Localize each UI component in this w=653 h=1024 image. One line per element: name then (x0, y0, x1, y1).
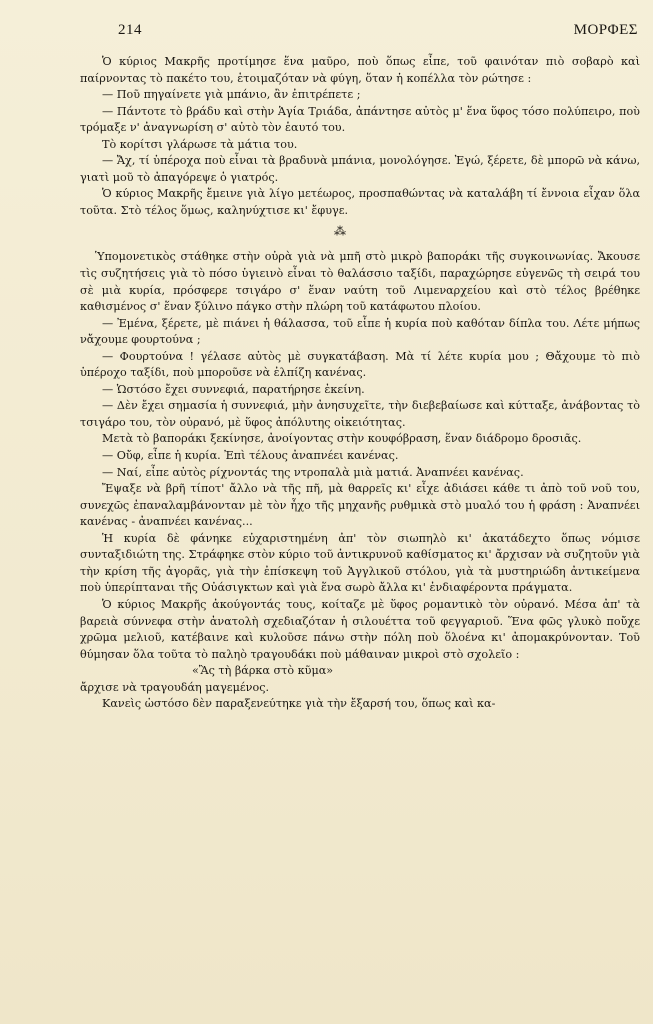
dialogue-line: — Ἐμένα, ξέρετε, μὲ πιάνει ἡ θάλασσα, τοῦ εἶπε ἡ κυρία ποὺ καθόταν δίπλα του. Λέτε μήπως νἄχουμε φουρτούνα ; (80, 316, 640, 347)
page-header (118, 22, 638, 42)
paragraph: Ἔψαξε νὰ βρῆ τίποτ' ἄλλο νὰ τῆς πῆ, μὰ θαρρεῖς κι' εἶχε ἀδιάσει κάθε τι ἀπὸ τοῦ νοῦ του, συνεχῶς ἐπαναλαμβάνονταν μὲ τὸν ἦχο τῆς μηχανῆς ρυθμικὰ στὸ μυαλό του ἡ φράση : Ἀναπνέει κανένας - ἀναπνέει κανένας... (80, 482, 640, 529)
blank-page-area (0, 880, 653, 1024)
quoted-verse: «Ἂς τὴ βάρκα στὸ κῦμα» (192, 664, 334, 678)
dialogue-line: — Φουρτούνα ! γέλασε αὐτὸς μὲ συγκατάβαση. Μὰ τί λέτε κυρία μου ; Θἄχουμε τὸ πιὸ ὑπέροχο ταξίδι, ποὺ μποροῦσε νὰ ἐλπίζη κανένας. (80, 349, 640, 380)
paragraph: Ὑπομονετικὸς στάθηκε στὴν οὐρὰ γιὰ νὰ μπῆ στὸ μικρὸ βαποράκι τῆς συγκοινωνίας. Ἄκουσε τὶς συζητήσεις γιὰ τὸ πόσο ὑγιεινὸ εἶναι τὸ θαλάσσιο ταξίδι, παραχώρησε εὐγενῶς τὴ σειρά του σὲ μιὰ κυρία, πρόσφερε τσιγάρο σ' ἕναν ναύτη τοῦ Λιμεναρχείου καὶ στὸ τέλος βρέθηκε καθισμένος σ' ἕναν ξύλινο πάγκο στὴν πλώρη τοῦ κατάφωτου πλοίου. (80, 250, 640, 314)
section-divider-ornament: ⁂ (334, 224, 346, 239)
page-number: 214 (118, 22, 142, 38)
paragraph: ἄρχισε νὰ τραγουδάη μαγεμένος. (80, 680, 270, 694)
dialogue-line: — Ἄχ, τί ὑπέροχα ποὺ εἶναι τὰ βραδυνὰ μπάνια, μονολόγησε. Ἐγώ, ξέρετε, δὲ μπορῶ νὰ κάνω, γιατὶ μοῦ τὸ ἀπαγόρεψε ὁ γιατρός. (80, 154, 640, 184)
dialogue-line: — Ποῦ πηγαίνετε γιὰ μπάνιο, ἂν ἐπιτρέπετε ; (102, 88, 361, 102)
paragraph: Ὁ κύριος Μακρῆς ἔμεινε γιὰ λίγο μετέωρος, προσπαθώντας νὰ καταλάβη τί ἔννοια εἶχαν ὅλα τοῦτα. Στὸ τέλος ὅμως, καληνύχτισε κι' ἔφυγε. (80, 187, 640, 217)
dialogue-line: — Ὡστόσο ἔχει συννεφιά, παρατήρησε ἐκείνη. (102, 382, 365, 396)
dialogue-line: — Πάντοτε τὸ βράδυ καὶ στὴν Ἁγία Τριάδα, ἀπάντησε αὐτὸς μ' ἕνα ὕφος τόσο πολύπειρο, ποὺ τρόμαξε ν' ἀναγνωρίση σ' αὐτὸ τὸν ἑαυτό του. (80, 104, 640, 135)
dialogue-line: — Δὲν ἔχει σημασία ἡ συννεφιά, μὴν ἀνησυχεῖτε, τὴν διεβεβαίωσε καὶ κύτταξε, ἀνάβοντας τὸ τσιγάρο του, τὸν οὐρανό, μὲ ὕφος ἀπόλυτης οἰκειότητας. (80, 399, 640, 429)
body-text (80, 54, 640, 713)
paragraph: Ὁ κύριος Μακρῆς προτίμησε ἕνα μαῦρο, ποὺ ὅπως εἶπε, τοῦ φαινόταν πιὸ σοβαρὸ καὶ παίρνοντας τὸ πακέτο του, ἑτοιμαζόταν νὰ φύγη, ὅταν ἡ κοπέλλα τὸν ρώτησε : (80, 55, 640, 85)
running-head-title: ΜΟΡΦΕΣ (573, 22, 638, 38)
paragraph: Ὁ κύριος Μακρῆς ἀκούγοντάς τους, κοίταζε μὲ ὕφος ρομαντικὸ τὸν οὐρανό. Μέσα ἀπ' τὰ βαρειὰ σύννεφα στὴν ἀνατολὴ σχεδιαζόταν ἡ σιλουέττα τοῦ φεγγαριοῦ. Ἕνα φῶς γλυκὸ ποὔχε χρῶμα μελιοῦ, κατέβαινε καὶ κυλοῦσε πάνω στὴν πόλη ποὺ ὅλοένα κι' ἀπομακρύνονταν. Τοῦ θύμησαν ὅλα τοῦτα τὸ παληὸ τραγουδάκι ποὺ μάθαιναν μικροὶ στὸ σχολεῖο : (80, 597, 640, 661)
dialogue-line: — Ναί, εἶπε αὐτὸς ρίχνοντάς της ντροπαλὰ μιὰ ματιά. Ἀναπνέει κανένας. (102, 465, 524, 479)
paragraph: Τὸ κορίτσι γλάρωσε τὰ μάτια του. (102, 137, 298, 151)
paragraph: Μετὰ τὸ βαποράκι ξεκίνησε, ἀνοίγοντας στὴν κουφόβραση, ἕναν διάδρομο δροσιᾶς. (102, 432, 582, 446)
paragraph: Ἡ κυρία δὲ φάνηκε εὐχαριστημένη ἀπ' τὸν σιωπηλὸ κι' ἀκατάδεχτο ὅπως νόμισε συνταξιδιώτη της. Στράφηκε στὸν κύριο τοῦ ἀντικρυνοῦ καθίσματος κι' ἄρχισαν νὰ συζητοῦν γιὰ τὴν κρίση τῆς ἀγορᾶς, γιὰ τὴν ἐπίσκεψη τοῦ Ἀγγλικοῦ στόλου, γιὰ τὰ μυστηριώδη ἀντικείμενα ποὺ ὑπερίπταναι τῆς Οὐάσιγκτων καὶ γιὰ ἕνα σωρὸ ἄλλα κι' ἐνδιαφέροντα πράγματα. (80, 531, 640, 595)
paragraph: Κανεὶς ὡστόσο δὲν παραξενεύτηκε γιὰ τὴν ἔξαρσή του, ὅπως καὶ κα- (102, 697, 496, 711)
dialogue-line: — Οὔφ, εἶπε ἡ κυρία. Ἐπὶ τέλους ἀναπνέει κανένας. (102, 449, 399, 463)
